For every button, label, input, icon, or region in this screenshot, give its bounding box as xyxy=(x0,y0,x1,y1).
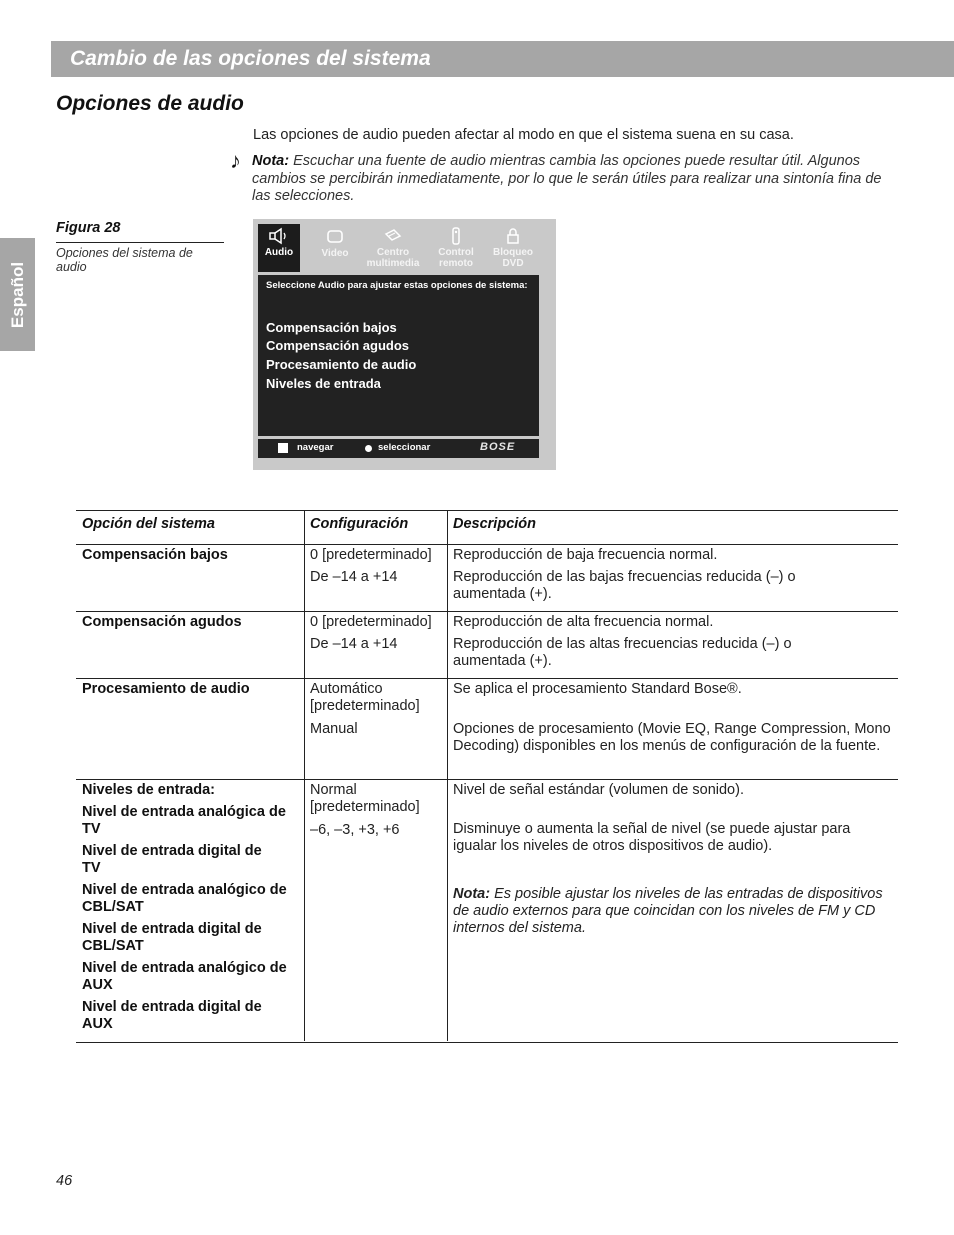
config-value: 0 [predeterminado] xyxy=(310,547,432,563)
tab-video-label: Video xyxy=(321,248,349,259)
config-value: Normal [predeterminado] xyxy=(310,782,420,815)
menu-item-input-levels[interactable]: Niveles de entrada xyxy=(266,376,381,391)
page-number: 46 xyxy=(56,1173,73,1189)
music-note-icon: ♪ xyxy=(230,148,241,173)
media-center-icon xyxy=(383,227,403,245)
option-name: Nivel de entrada digital de CBL/SAT xyxy=(82,921,262,954)
option-name: Niveles de entrada: xyxy=(82,782,215,798)
option-name: Procesamiento de audio xyxy=(82,681,250,697)
lock-icon xyxy=(506,227,520,245)
config-value: De –14 a +14 xyxy=(310,636,398,652)
config-value: De –14 a +14 xyxy=(310,569,398,585)
screen-status-bar xyxy=(258,439,539,458)
menu-item-treble[interactable]: Compensación agudos xyxy=(266,338,410,353)
tab-remote-label: Control remoto xyxy=(438,247,474,269)
note-paragraph xyxy=(252,153,900,206)
tab-dvd-lock-label: Bloqueo DVD xyxy=(493,247,533,269)
tab-dvd-lock[interactable] xyxy=(488,224,538,272)
description: Reproducción de baja frecuencia normal. xyxy=(453,547,718,563)
navigate-icon xyxy=(278,443,288,453)
language-label: Español xyxy=(7,261,27,328)
description: Se aplica el procesamiento Standard Bose®. xyxy=(453,681,742,697)
table-row xyxy=(76,678,898,779)
table-row xyxy=(76,611,898,678)
option-name: Nivel de entrada digital de AUX xyxy=(82,999,262,1032)
config-value: Manual xyxy=(310,721,358,737)
note-text: Escuchar una fuente de audio mientras cambia las opciones puede resultar útil. Algunos cambios se percibirán inmediatamente, por lo que le serán útiles para realizar una sintonía fina de las selecciones. xyxy=(252,153,882,204)
option-name: Nivel de entrada analógico de CBL/SAT xyxy=(82,882,287,915)
note-label: Nota: xyxy=(252,153,290,169)
banner-title: Cambio de las opciones del sistema xyxy=(70,47,431,70)
description: Reproducción de alta frecuencia normal. xyxy=(453,614,714,630)
figure-caption: Opciones del sistema de audio xyxy=(56,246,193,274)
tab-media-center-label: Centro multimedia xyxy=(366,247,420,269)
description: Reproducción de las altas frecuencias reducida (–) o aumentada (+). xyxy=(453,636,792,669)
description: Reproducción de las bajas frecuencias reducida (–) o aumentada (+). xyxy=(453,569,796,602)
tab-media-center[interactable] xyxy=(362,224,424,272)
header-config: Configuración xyxy=(310,516,409,532)
audio-options-screen xyxy=(253,219,556,470)
screen-tab-bar xyxy=(258,224,543,274)
option-name: Compensación agudos xyxy=(82,614,242,630)
figure-label: Figura 28 xyxy=(56,220,121,236)
config-value: –6, –3, +3, +6 xyxy=(310,822,400,838)
config-value: Automático [predeterminado] xyxy=(310,681,420,714)
navigate-label: navegar xyxy=(297,442,334,453)
menu-item-processing[interactable]: Procesamiento de audio xyxy=(266,357,417,372)
menu-prompt: Seleccione Audio para ajustar estas opciones de sistema: xyxy=(266,280,528,291)
note-text: Es posible ajustar los niveles de las entradas de dispositivos de audio externos para que coincidan con los niveles de FM y CD internos del sistema. xyxy=(453,886,883,936)
description: Nivel de señal estándar (volumen de sonido). xyxy=(453,782,744,798)
table-header-row xyxy=(76,510,898,545)
figure-divider xyxy=(56,242,224,243)
note-label: Nota: xyxy=(453,886,491,902)
tab-video[interactable] xyxy=(310,224,360,272)
description: Opciones de procesamiento (Movie EQ, Range Compression, Mono Decoding) disponibles en los menús de configuración de la fuente. xyxy=(453,721,891,754)
table-row xyxy=(76,544,898,611)
menu-item-bass[interactable]: Compensación bajos xyxy=(266,320,397,335)
speaker-icon xyxy=(268,227,290,245)
section-title: Opciones de audio xyxy=(56,92,244,115)
description: Disminuye o aumenta la señal de nivel (se puede ajustar para igualar los niveles de otros dispositivos de audio). xyxy=(453,821,851,854)
audio-menu-panel xyxy=(258,275,539,436)
tab-audio[interactable] xyxy=(258,224,300,272)
language-side-tab xyxy=(0,238,35,351)
option-name: Nivel de entrada analógico de AUX xyxy=(82,960,287,993)
input-levels-note xyxy=(453,886,893,937)
option-name: Nivel de entrada analógica de TV xyxy=(82,804,286,837)
select-label: seleccionar xyxy=(378,442,431,453)
remote-icon xyxy=(450,227,462,245)
header-description: Descripción xyxy=(453,516,536,532)
bose-logo: BOSE xyxy=(480,441,516,453)
select-icon xyxy=(365,445,372,452)
intro-text: Las opciones de audio pueden afectar al modo en que el sistema suena en su casa. xyxy=(253,127,794,143)
option-name: Compensación bajos xyxy=(82,547,228,563)
option-name: Nivel de entrada digital de TV xyxy=(82,843,262,876)
table-row xyxy=(76,779,898,1043)
header-option: Opción del sistema xyxy=(82,516,215,532)
tab-audio-label: Audio xyxy=(264,247,294,258)
tab-remote[interactable] xyxy=(432,224,480,272)
header-banner xyxy=(51,41,954,77)
tv-icon xyxy=(326,228,344,246)
config-value: 0 [predeterminado] xyxy=(310,614,432,630)
